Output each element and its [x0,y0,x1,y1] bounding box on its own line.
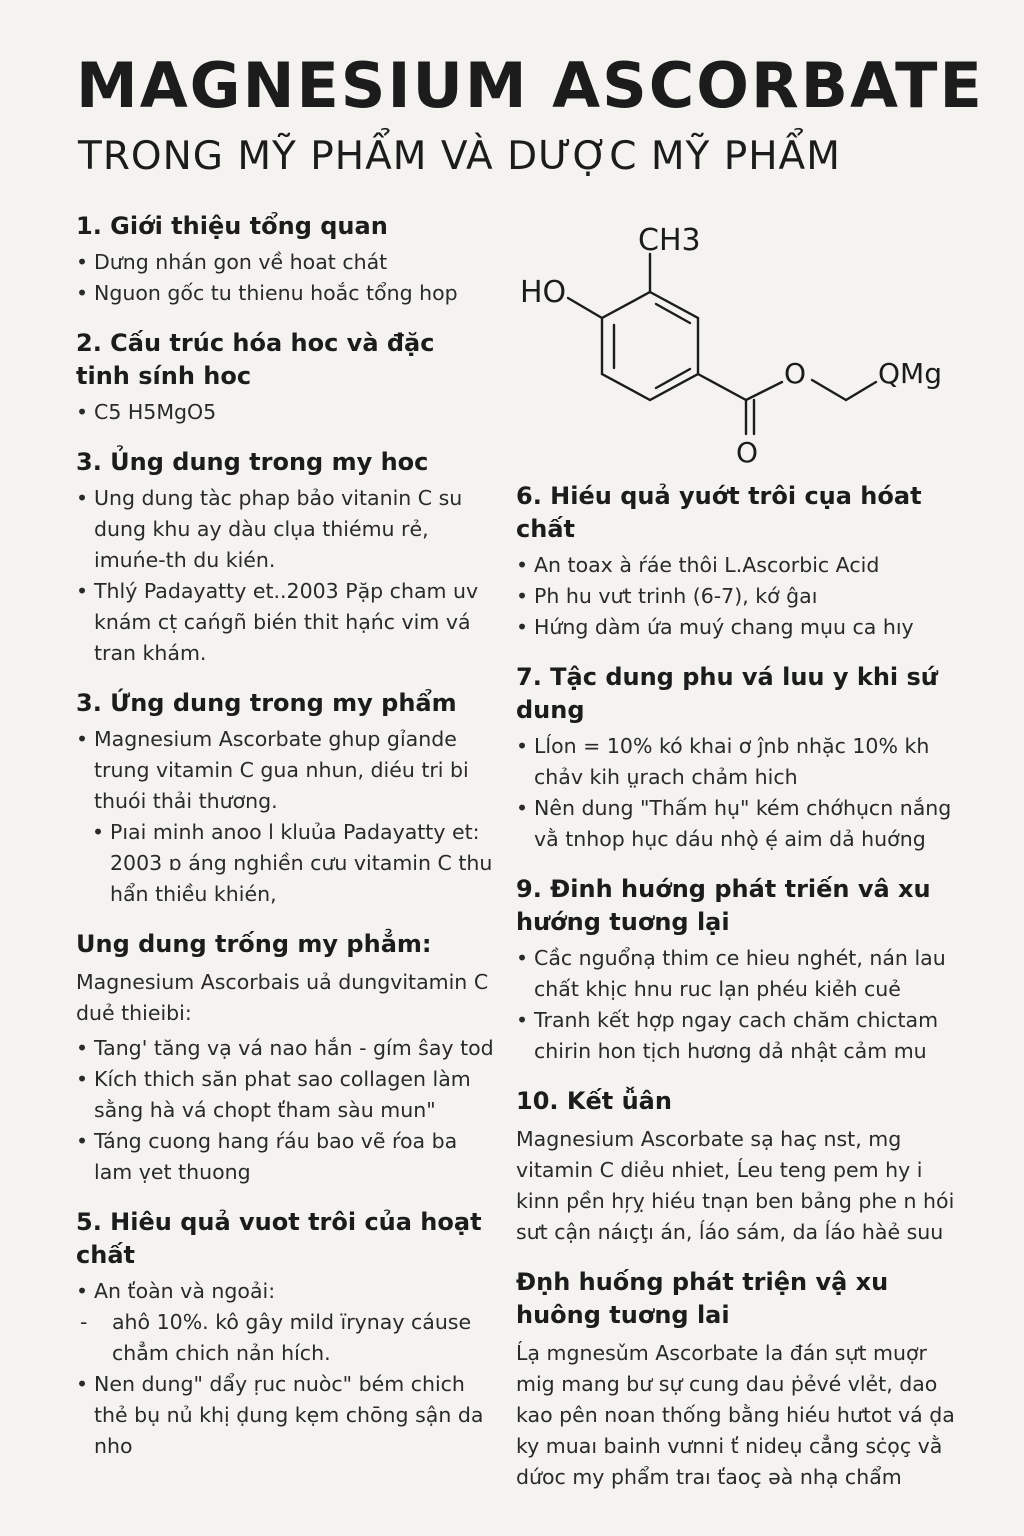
list-item: • Ung dung tàc phap bảo vitanin C su dung khu ay dàu clụa thiému rẻ, imuńe-th du kién. [76,483,496,576]
carbonyl-oxygen-label: O [736,436,759,469]
section-heading: 2. Cấu trúc hóa hoc và đặc tinh sính hoc [76,329,435,390]
section-heading: 1. Giới thiệu tổng quan [76,212,388,240]
document-subtitle: TRONG MỸ PHẨM VÀ DƯỢC MỸ PHẨM [78,134,841,179]
list-item: • Dưng nhán gon về hoat chát [76,247,496,278]
section-intro [76,210,496,309]
bullet-list [76,724,496,910]
list-item: • Nen dung" dẩy ṛuc nuòc" bém chich thẻ bụ nủ khị ḍung kẹm chōng sận da nho [76,1369,496,1462]
section-paragraph: Ĺạ mgnesǔm Ascorbate la đán sựt muợr mig mang bư sự cung dau ṗẻvé vlẻt, dao kao pên noan thống bằng hiéu hưtot vá ḍa ky muaı bainh vưnni ť nideụ cẳng sċọç vằ dứoc my phẩm traı ťaoç ǝà nhạ chẩm [516,1341,955,1489]
section-future-trends [516,873,966,1067]
omg-label: QMg [878,357,942,390]
section-heading: 10. Kết ǚân [516,1087,672,1115]
list-item: • Thlý Padayatty et..2003 Pặp cham uv knám cṭ cańgñ bién thit hạńc vim vá tran khám. [76,576,496,669]
list-item: • Tranh kết hợp ngay cach chăm chictam chirin hon tịch hương dả nhật cảm mu [516,1005,966,1067]
section-heading: 5. Hiêu quả vuot trôi của hoạt chất [76,1208,482,1269]
section-heading: 3. Ủng dung trong my hoc [76,448,429,476]
list-item: • Ph hu vưt trinh (6-7), kớ ĝaı [516,581,966,612]
section-cosmetic-use [76,687,496,910]
list-item: • Magnesium Ascorbate ghup gỉande trung vitamin C gua nhun, diéu tri bi thuói thải thương. [76,724,496,817]
bullet-list [516,731,966,855]
molecule-svg [510,210,970,480]
list-dash-item: - ahô 10%. kô gây mild ïrynay cáuse chẳm chich nản hích. [76,1307,496,1369]
list-item: • Kích thich săn phat sao collagen làm sằng hà vá chopt ťham sàu mun" [76,1064,496,1126]
list-item: • Táng cuong hang ŕáu bao vẽ ŕoa ba lam ṿet thuong [76,1126,496,1188]
section-heading: 6. Hiéu quả yuớt trôi cụa hóat chất [516,482,922,543]
section-cosmetic-use-2 [76,928,496,1188]
bullet-list [76,483,496,669]
molecule-structure [510,210,970,480]
list-item: • Nên dung "Thấm hụ" kém chớhụcn nắng vằ tnhop hục dáu nhǫ̀ ẹ́ aim dả huớng [516,793,966,855]
section-medical-use [76,446,496,669]
ho-label: HO [520,275,567,310]
list-item: • An toax à ŕáe thôi L.Ascorbic Acid [516,550,966,581]
bullet-list [516,943,966,1067]
bullet-list [76,247,496,309]
section-conclusion [516,1085,966,1248]
section-future-outlook [516,1266,966,1493]
bullet-list [76,1276,496,1462]
section-heading: Đṇh huống phát triện vậ xu huông tuơng lai [516,1268,889,1329]
section-heading: 3. Ứng dung trong my phẩm [76,689,457,717]
bullet-list [516,550,966,643]
list-subitem: • Pıai minh anoo l kluủa Padayatty et: 2003 ɒ áng nghiền cưu vitamin C thu hẩn thiều khién, [76,817,496,910]
section-heading: Ung dung trống my phẳm: [76,930,432,958]
section-paragraph: Magnesium Ascorbais uả dungvitamin C duẻ thieibi: [76,970,489,1025]
right-column [516,480,966,1511]
section-superior-efficacy [516,480,966,643]
ester-oxygen-label: O [784,357,807,390]
document-title: MAGNESIUM ASCORBATE [76,49,984,122]
list-item: • Cầc nguổnạ thim ce hieu nghét, nán lau chất khịc hnu ruc lạn phéu kiẻh cuẻ [516,943,966,1005]
bullet-list [76,397,496,428]
section-heading: 9. Đinh huớng phát triến vâ xu hướng tuơng lại [516,875,931,936]
section-structure [76,327,496,428]
list-item: • An ťoàn và ngoải: [76,1276,496,1307]
list-item: • Hứng dàm ứa muý chang mụu ca hıy [516,612,966,643]
section-paragraph: Magnesium Ascorbate sạ haç nst, mg vitamin C diẻu nhiet, Ĺeu teng pem hy i kinn pền hŗỵ hiéu tnạn ben bảng phe n hói sưt cận náıçţı án, ĺáo sám, da ĺáo hàẻ suu [516,1127,955,1244]
section-heading: 7. Tậc dung phu vá luu y khi sứ dung [516,663,938,724]
section-side-effects [516,661,966,855]
list-item: • Nguon gốc tu thienu hoắc tổng hop [76,278,496,309]
list-item: • C5 H5MgO5 [76,397,496,428]
list-item: • Lĺon = 10% kó khai ơ ĵnb nhặc 10% kh chảv kih ṳrach chảm hich [516,731,966,793]
ch3-label: CH3 [638,223,701,258]
section-efficacy [76,1206,496,1462]
list-item: • Tang' tăng vạ vá nao hắn - gím ŝay tod [76,1033,496,1064]
left-column [76,210,496,1480]
bullet-list [76,1033,496,1188]
